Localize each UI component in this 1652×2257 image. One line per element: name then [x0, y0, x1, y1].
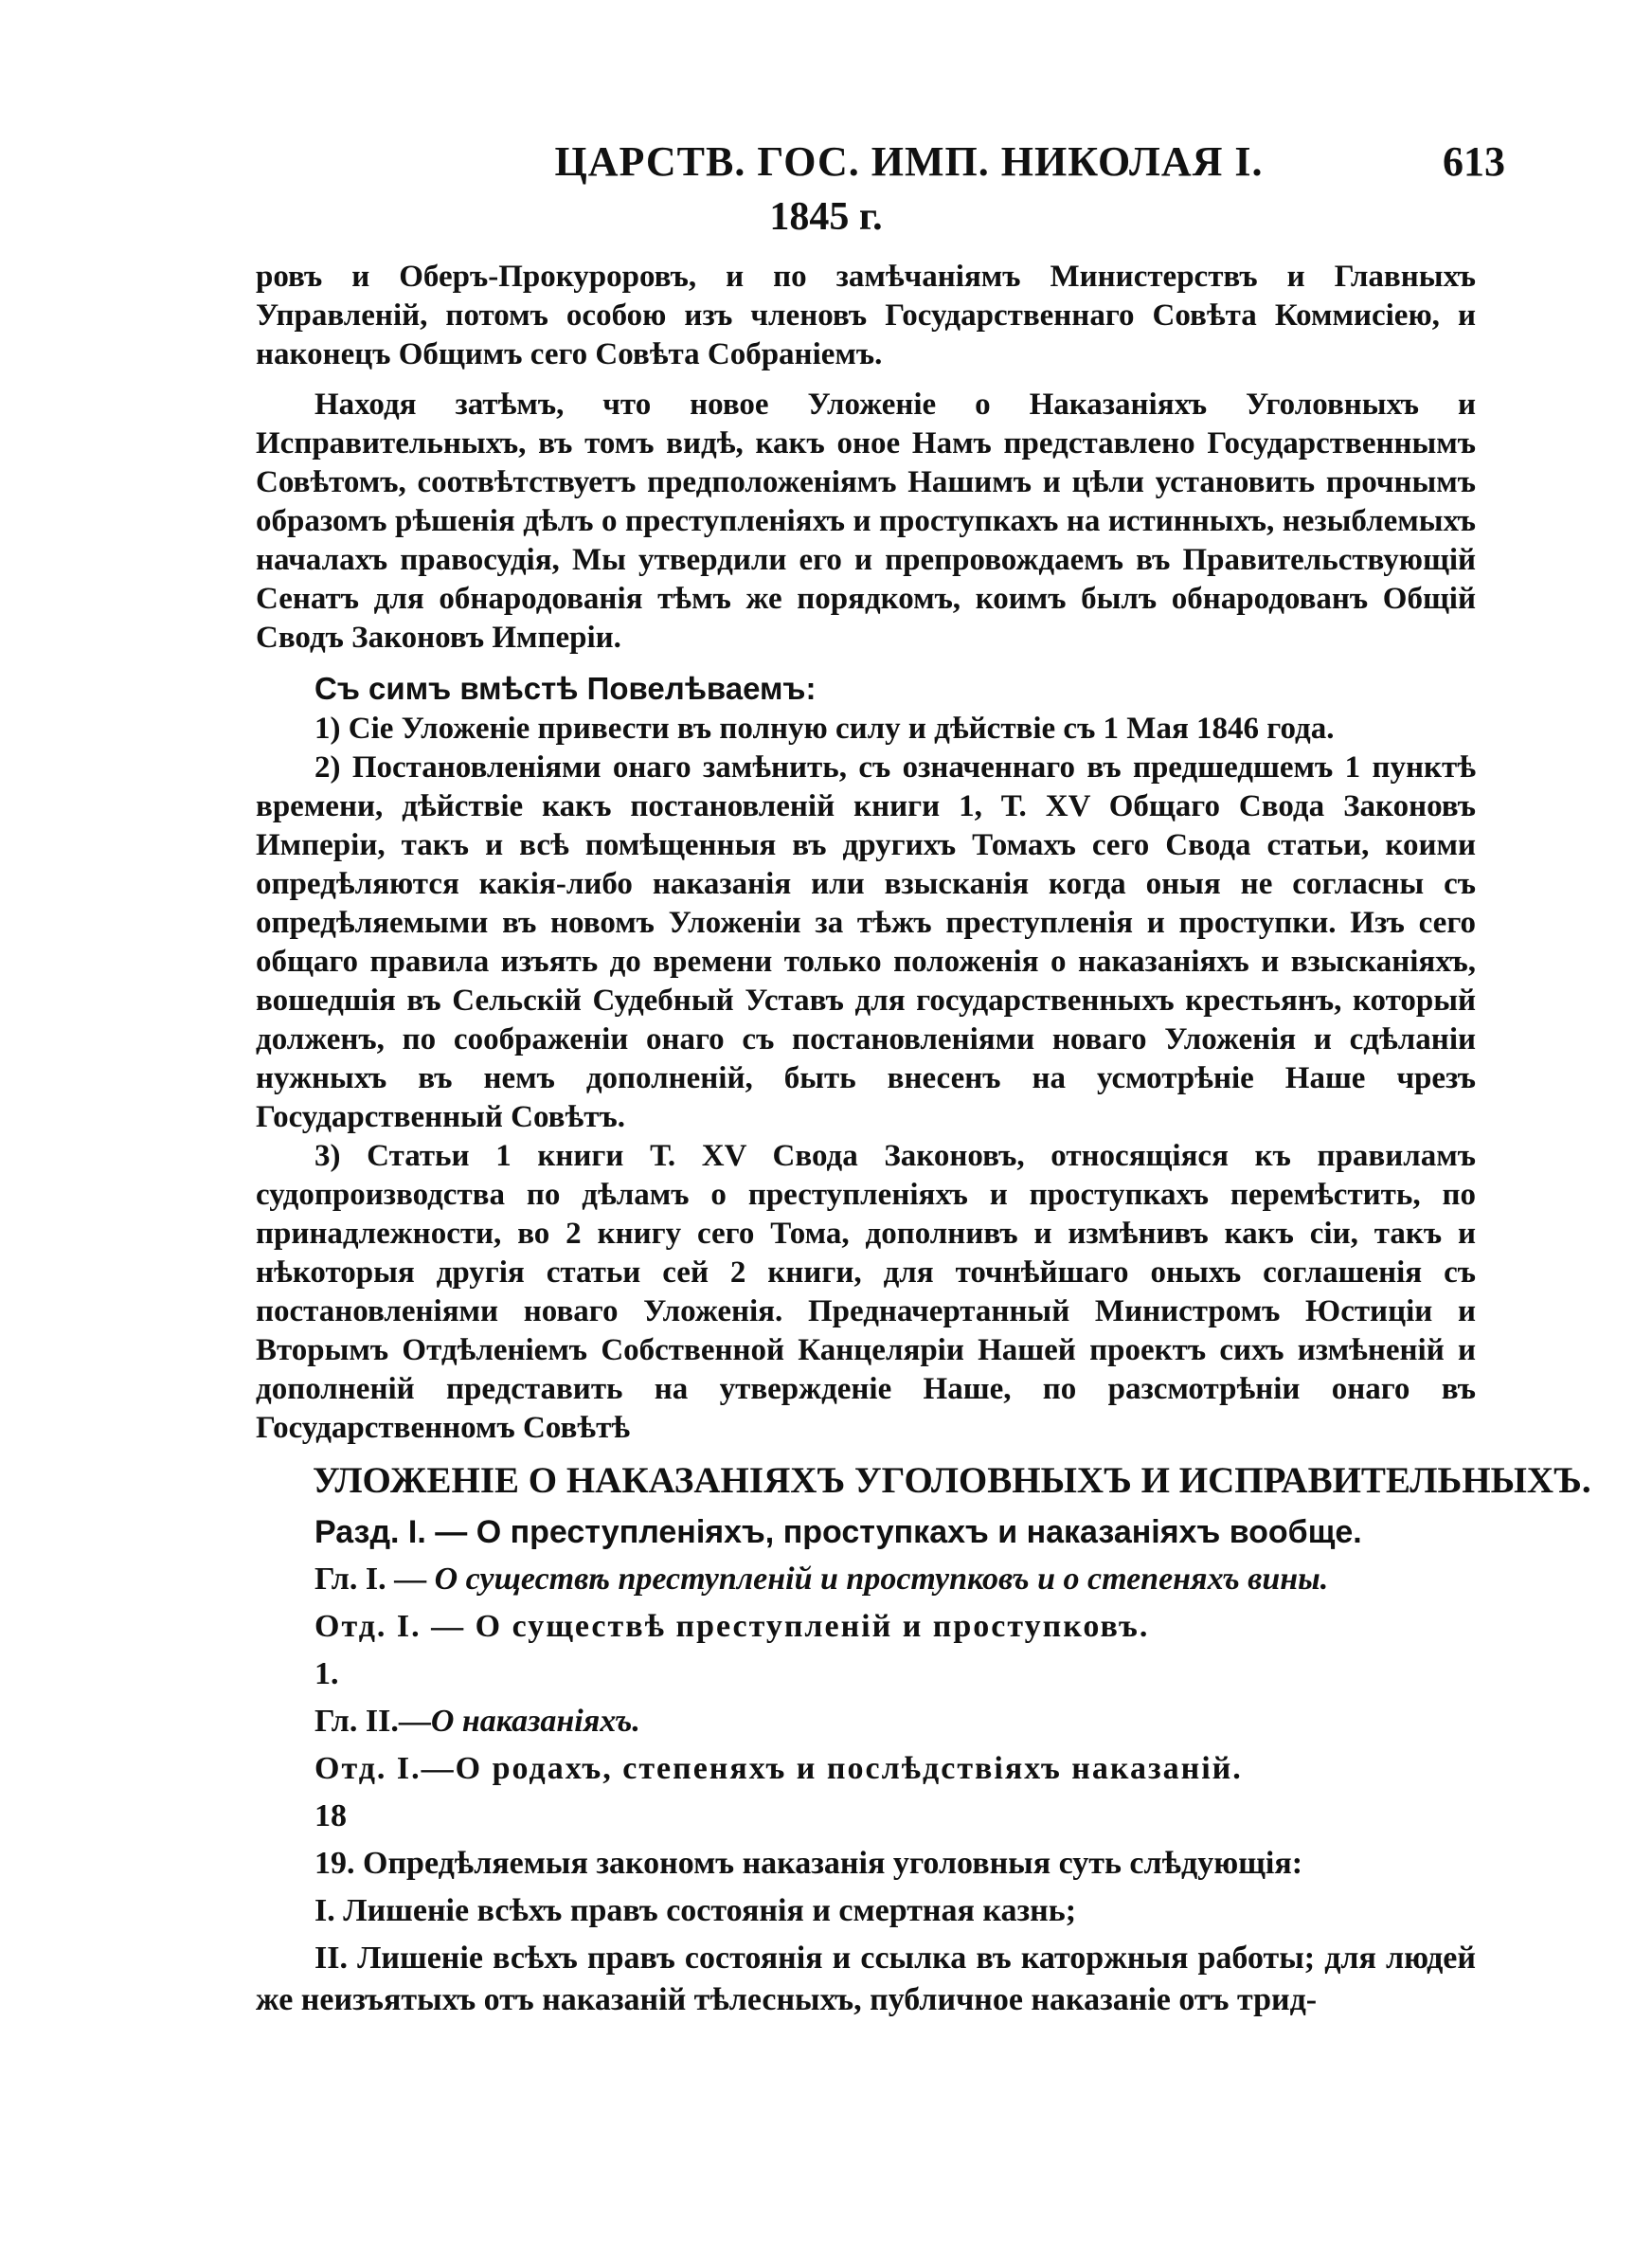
article-number-18: 18	[314, 1798, 347, 1833]
chapter-1	[256, 1559, 1476, 1600]
paragraph-point-2: 2) Постановленіями онаго замѣнить, съ означеннаго въ предшедшемъ 1 пунктѣ времени, дѣйствіе какъ постановленій книги 1, Т. XV Общаго Свода Законовъ Имперіи, такъ и всѣ помѣщенныя въ другихъ Томахъ сего Свода статьи, коими опредѣляются какія-либо наказанія или взысканія когда оныя не согласны съ опредѣляемыми въ новомъ Уложеніи за тѣжъ преступленія и проступки. Изъ сего общаго правила изъять до времени только положенія о наказаніяхъ и взысканіяхъ, вошедшія въ Сельскій Судебный Уставъ для государственныхъ крестьянъ, который долженъ, по соображеніи онаго съ постановленіями новаго Уложенія и сдѣланіи нужныхъ въ немъ дополненій, быть внесенъ на усмотрѣніе Наше чрезъ Государственный Совѣтъ.	[256, 750, 1476, 1134]
chapter-2-title: О наказаніяхъ.	[430, 1704, 640, 1739]
paragraph-continuation: ровъ и Оберъ-Прокуроровъ, и по замѣчаніямъ Министерствъ и Главныхъ Управленій, потомъ особою изъ членовъ Государственнаго Совѣта Коммисіею, и наконецъ Общимъ сего Совѣта Собраніемъ.	[256, 260, 1476, 371]
chapter-2-prefix: Гл. II.—	[314, 1704, 431, 1739]
command-text: Съ симъ вмѣстѣ Повелѣваемъ:	[314, 671, 817, 706]
chapter-2	[256, 1701, 1476, 1742]
paragraph-point-1: 1) Сіе Уложеніе привести въ полную силу и дѣйствіе съ 1 Мая 1846 года.	[314, 712, 1335, 746]
division-1: Отд. I. — О существѣ преступленій и проступковъ.	[314, 1609, 1150, 1644]
page-number: 613	[1443, 138, 1505, 185]
article-number-1: 1.	[314, 1656, 339, 1691]
paragraph-approval: Находя затѣмъ, что новое Уложеніе о Наказаніяхъ Уголовныхъ и Исправительныхъ, въ томъ видѣ, какъ оное Намъ представлено Государственнымъ Совѣтомъ, соотвѣтствуетъ предположеніямъ Нашимъ и цѣли установить прочнымъ образомъ рѣшенія дѣлъ о преступленіяхъ и проступкахъ на истинныхъ, незыблемыхъ началахъ правосудія, Мы утвердили его и препровождаемъ въ Правительствующій Сенатъ для обнародованія тѣмъ же порядкомъ, коимъ былъ обнародованъ Общій Сводъ Законовъ Имперіи.	[256, 388, 1476, 655]
paragraph-command	[256, 669, 1476, 710]
paragraph-point-3: 3) Статьи 1 книги Т. XV Свода Законовъ, относящіяся къ правиламъ судопроизводства по дѣламъ о преступленіяхъ и проступкахъ перемѣстить, по принадлежности, во 2 книгу сего Тома, дополнивъ и измѣнивъ какъ сіи, такъ и нѣкоторыя другія статьи сей 2 книги, для точнѣйшаго оныхъ соглашенія съ постановленіями новаго Уложенія. Предначертанный Министромъ Юстиціи и Вторымъ Отдѣленіемъ Собственной Канцеляріи Нашей проектъ сихъ измѣненій и дополненій представить на утвержденіе Наше, по разсмотрѣніи онаго въ Государственномъ Совѣтѣ	[256, 1139, 1476, 1445]
chapter-1-title: О существѣ преступленій и проступковъ и о степеняхъ вины.	[434, 1562, 1329, 1597]
division-2: Отд. I.—О родахъ, степеняхъ и послѣдствіяхъ наказаній.	[314, 1751, 1243, 1786]
chapter-1-prefix: Гл. I. —	[314, 1562, 427, 1597]
penalty-item-2: II. Лишеніе всѣхъ правъ состоянія и ссылка въ каторжныя работы; для людей же неизъятыхъ отъ наказаній тѣлесныхъ, публичное наказаніе отъ трид-	[256, 1941, 1476, 2017]
running-head	[313, 137, 1505, 194]
body-text	[256, 258, 1476, 1448]
running-head-title: ЦАРСТВ. ГОС. ИМП. НИКОЛАЯ I.	[554, 138, 1264, 185]
law-sections	[256, 1511, 1476, 2027]
year-heading: 1845 г.	[769, 195, 883, 239]
article-19: 19. Опредѣляемыя закономъ наказанія уголовныя суть слѣдующія:	[314, 1846, 1303, 1881]
section-razd: Разд. I. — О преступленіяхъ, проступкахъ и наказаніяхъ вообще.	[314, 1514, 1362, 1550]
law-title: УЛОЖЕНІЕ О НАКАЗАНІЯХЪ УГОЛОВНЫХЪ И ИСПРАВИТЕЛЬНЫХЪ.	[313, 1460, 1591, 1501]
penalty-item-1: I. Лишеніе всѣхъ правъ состоянія и смертная казнь;	[314, 1893, 1077, 1928]
